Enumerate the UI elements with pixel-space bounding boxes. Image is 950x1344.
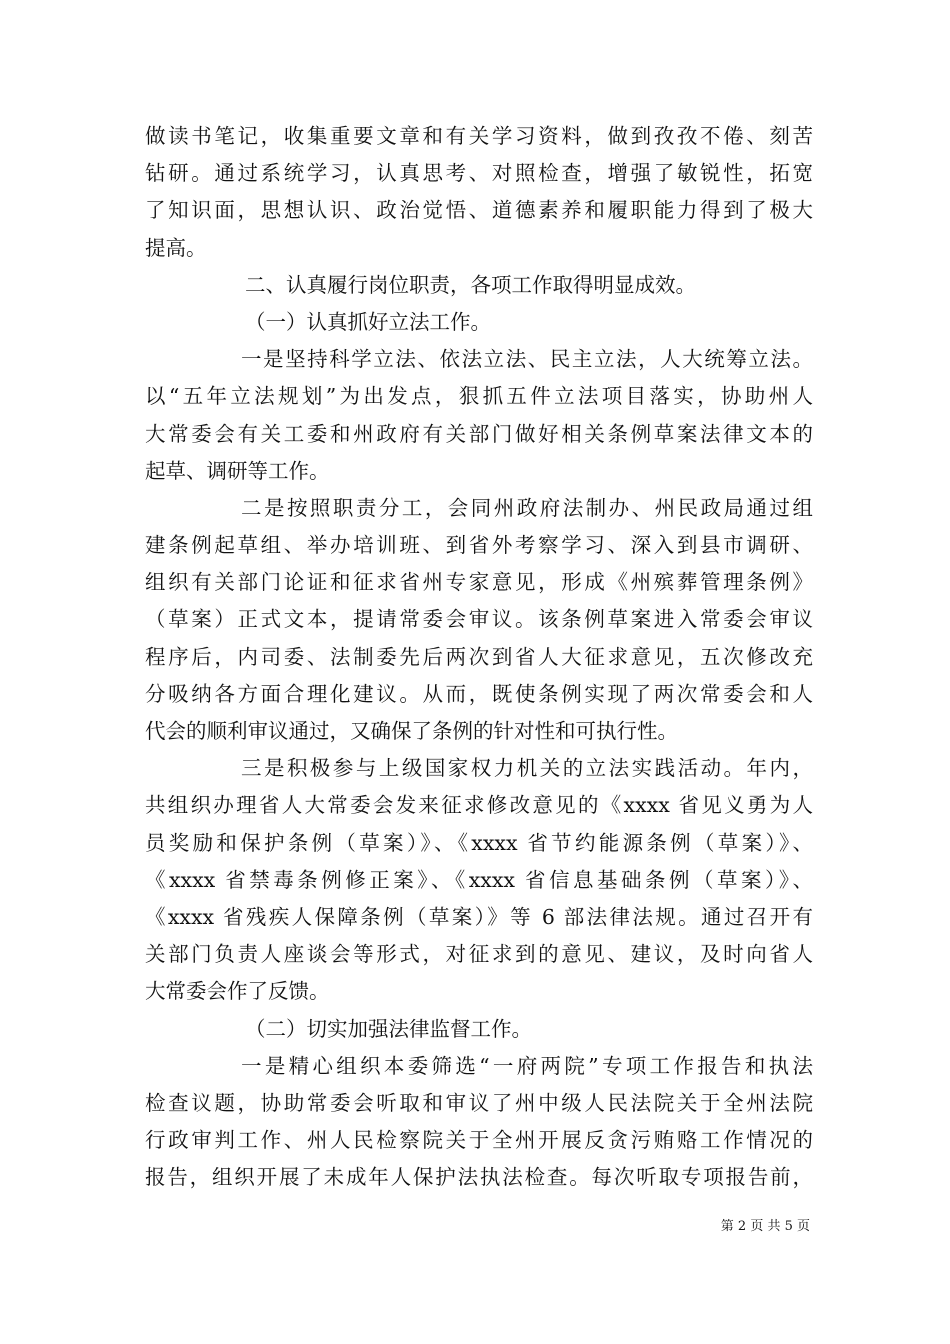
text-line: 报告，组织开展了未成年人保护法执法检查。每次听取专项报告前，	[145, 1165, 813, 1190]
text-line: 关部门负责人座谈会等形式，对征求到的意见、建议，及时向省人	[145, 942, 813, 967]
text-line: （草案）正式文本，提请常委会审议。该条例草案进入常委会审议	[145, 607, 813, 632]
text-line: 《xxxx 省残疾人保障条例（草案）》等 6 部法律法规。通过召开有	[145, 904, 813, 929]
text-line: 建条例起草组、举办培训班、到省外考察学习、深入到县市调研、	[145, 533, 813, 558]
text-line: 做读书笔记，收集重要文章和有关学习资料，做到孜孜不倦、刻苦	[145, 124, 813, 148]
text-line: 提高。	[145, 235, 207, 260]
subsection-heading: （一）认真抓好立法工作。	[245, 309, 491, 334]
text-line: 组织有关部门论证和征求省州专家意见，形成《州殡葬管理条例》	[145, 570, 813, 595]
text-line: 《xxxx 省禁毒条例修正案》、《xxxx 省信息基础条例（草案）》、	[145, 867, 813, 892]
section-heading: 二、认真履行岗位职责，各项工作取得明显成效。	[245, 272, 696, 297]
text-line: 二是按照职责分工，会同州政府法制办、州民政局通过组	[241, 495, 813, 520]
text-line: 分吸纳各方面合理化建议。从而，既使条例实现了两次常委会和人	[145, 681, 813, 706]
text-line: 大常委会有关工委和州政府有关部门做好相关条例草案法律文本的	[145, 421, 813, 446]
text-line: 了知识面，思想认识、政治觉悟、道德素养和履职能力得到了极大	[145, 198, 813, 223]
text-line: 一是坚持科学立法、依法立法、民主立法，人大统筹立法。	[241, 347, 813, 372]
text-line: 共组织办理省人大常委会发来征求修改意见的《xxxx 省见义勇为人	[145, 793, 813, 818]
text-line: 起草、调研等工作。	[145, 458, 330, 483]
text-line: 钻研。通过系统学习，认真思考、对照检查，增强了敏锐性，拓宽	[145, 161, 813, 186]
text-line: 代会的顺利审议通过，又确保了条例的针对性和可执行性。	[145, 719, 678, 743]
text-line: 大常委会作了反馈。	[145, 979, 330, 1004]
body-text	[145, 118, 813, 1196]
text-line: 程序后，内司委、法制委先后两次到省人大征求意见，五次修改充	[145, 644, 813, 669]
text-line: 一是精心组织本委筛选“一府两院”专项工作报告和执法	[241, 1053, 813, 1078]
subsection-heading: （二）切实加强法律监督工作。	[245, 1016, 532, 1041]
text-line: 行政审判工作、州人民检察院关于全州开展反贪污贿赂工作情况的	[145, 1128, 813, 1153]
text-line: 员奖励和保护条例（草案）》、《xxxx 省节约能源条例（草案）》、	[145, 830, 813, 855]
text-line: 以“五年立法规划”为出发点，狠抓五件立法项目落实，协助州人	[145, 384, 813, 409]
text-line: 检查议题，协助常委会听取和审议了州中级人民法院关于全州法院	[145, 1090, 813, 1115]
text-line: 三是积极参与上级国家权力机关的立法实践活动。年内，	[241, 756, 813, 781]
page-number: 第 2 页 共 5 页	[720, 1219, 810, 1234]
